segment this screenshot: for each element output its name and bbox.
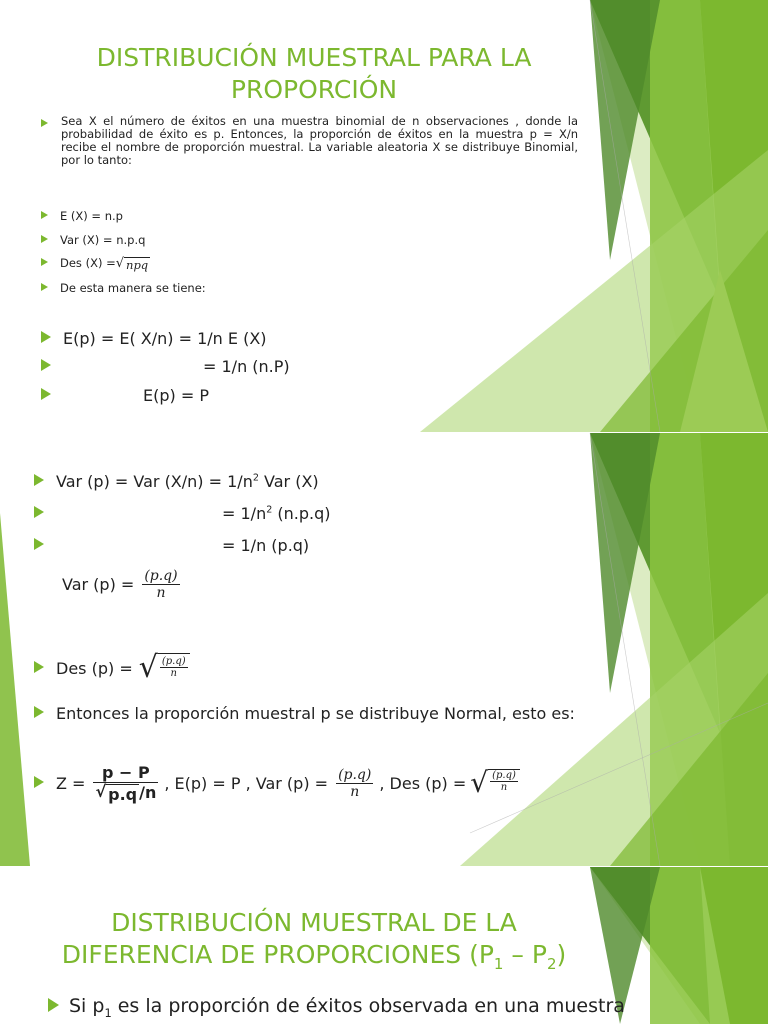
intro-paragraph: Sea X el número de éxitos en una muestra binomial de n observaciones , donde la probabilidad de éxito es p. Entonces, la proporción de éxitos en la muestra p = X/n recibe el nombre de proporción muestral. La variable aleatoria X se distribuye Binomial, por lo tanto:: [61, 114, 578, 167]
slide-title: [40, 907, 588, 980]
bullet-icon: [34, 706, 44, 718]
fraction-denominator: n: [500, 782, 508, 794]
bullet-text: Var (X) = n.p.q: [60, 233, 146, 247]
entonces-line: [34, 704, 575, 723]
fraction-numerator: (p.q): [492, 770, 516, 782]
title-line-1: DISTRIBUCIÓN MUESTRAL DE LA: [111, 908, 517, 937]
sqrt-expression: √ $\frac{(p.q)}{n}$: [139, 653, 190, 683]
equation-text: , E(p) = P , Var (p) =: [164, 773, 329, 793]
fraction-denominator: n: [170, 668, 177, 679]
bullet-icon: [41, 235, 48, 243]
equation-text: , Des (p) =: [379, 773, 467, 793]
equation-text: E(p) = P: [143, 386, 209, 405]
equation-label: Z =: [56, 773, 86, 793]
equation-text: = $1/n^2$ (n.p.q): [222, 504, 331, 523]
bullet-icon: [48, 998, 59, 1012]
bullet-icon: [41, 283, 48, 291]
fraction-numerator: (p.q): [161, 656, 186, 667]
fraction: [160, 656, 188, 679]
bullet-icon: [34, 506, 44, 518]
var-line-1: [34, 472, 319, 491]
bullet-icon: [41, 258, 48, 266]
bullet-icon: [34, 661, 44, 673]
z-fraction: [93, 763, 158, 804]
des-line: [34, 650, 190, 685]
bullet-icon: [41, 388, 51, 400]
title-line-2: DIFERENCIA DE PROPORCIONES $(P_1 - P_2)$: [61, 940, 567, 973]
bullet-icon: [34, 474, 44, 486]
fraction-denominator: n: [156, 585, 166, 601]
ep-line-1: [41, 329, 267, 348]
ep-line-3: [41, 386, 209, 405]
bullet-ex: [41, 209, 123, 223]
equation-label: Des (p) =: [56, 658, 133, 678]
z-line: [34, 763, 520, 804]
bullet-text: Entonces la proporción muestral p se distribuye Normal, esto es:: [56, 704, 575, 723]
bullet-icon: [41, 211, 48, 219]
si-line: [48, 995, 625, 1020]
bullet-icon: [41, 359, 51, 371]
fraction-numerator: p − P: [102, 763, 150, 782]
slide-3: [0, 867, 768, 1024]
title-line-1: DISTRIBUCIÓN MUESTRAL PARA LA: [96, 43, 532, 72]
bullet-text: Si $p_1$ es la proporción de éxitos observada en una muestra: [69, 995, 625, 1020]
equation-text: Var (p) = Var $(X/n) = 1/n^2$ Var (X): [56, 472, 319, 491]
fraction-numerator: (p.q): [338, 766, 372, 783]
slide-2: [0, 433, 768, 866]
title-line-2: PROPORCIÓN: [230, 75, 398, 104]
bullet-icon: [34, 776, 44, 788]
bullet-text: De esta manera se tiene:: [60, 281, 206, 295]
radicand: p.q: [108, 784, 138, 804]
fraction-numerator: (p.q): [144, 568, 178, 584]
fraction-denominator: √ p.q /n: [95, 781, 157, 804]
radicand: npq: [126, 258, 149, 272]
var-line-3: [34, 536, 309, 555]
sqrt-expression: √ npq: [115, 256, 149, 272]
bullet-icon: [34, 538, 44, 550]
fraction-denominator: n: [350, 783, 360, 800]
equation-text: = 1/n (p.q): [222, 536, 310, 555]
bullet-icon: [41, 119, 48, 127]
bullet-manera: [41, 281, 206, 295]
fraction: [336, 767, 373, 800]
equation-label: Var (p) =: [62, 575, 135, 594]
var-line-2: [34, 504, 331, 523]
equation-text: E(p) = E( X/n) = 1/n E (X): [63, 329, 267, 348]
slide-title: [40, 42, 588, 106]
bullet-icon: [41, 331, 51, 343]
slide-1: [0, 0, 768, 432]
ep-line-2: [41, 357, 290, 376]
var-formula: [62, 568, 180, 601]
bullet-var: [41, 233, 145, 247]
fraction: [490, 770, 518, 793]
equation-text: = 1/n (n.P): [203, 357, 290, 376]
bullet-text: Des (X) =: [60, 256, 116, 270]
sqrt-expression: √ $\frac{(p.q)}{n}$: [470, 769, 520, 797]
bullet-text: E (X) = n.p: [60, 209, 123, 223]
bullet-des: [41, 256, 150, 272]
fraction: [142, 568, 179, 601]
